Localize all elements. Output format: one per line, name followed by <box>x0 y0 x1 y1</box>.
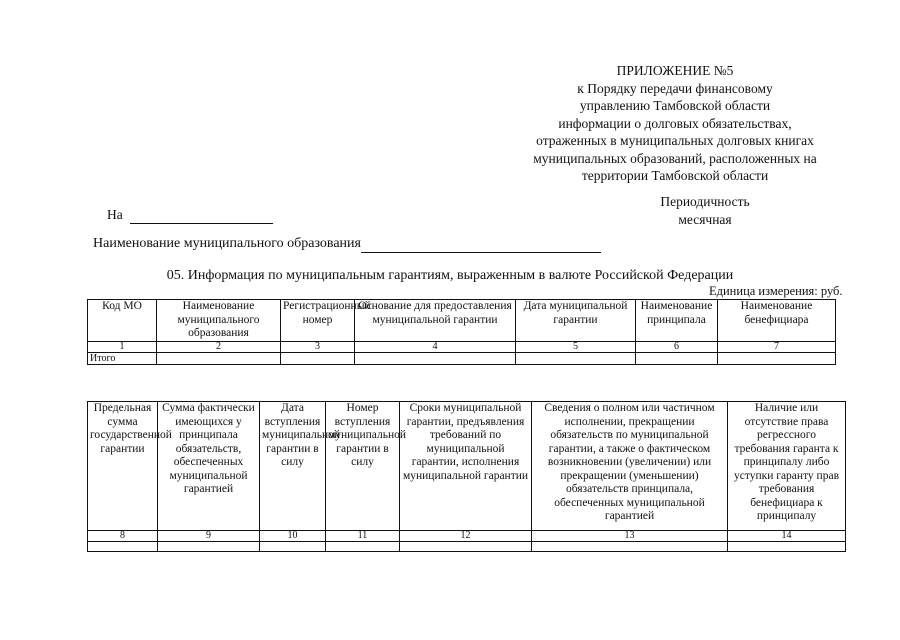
municipality-field-label: Наименование муниципального образования <box>93 236 361 251</box>
guarantees-table-part1 <box>87 299 836 365</box>
col-header-municipality-name: Наименование муниципального образования <box>157 300 281 342</box>
date-field <box>107 207 273 224</box>
table-cell[interactable] <box>728 542 846 552</box>
col-header-registration-number: Регистрационный номер <box>281 300 355 342</box>
col-header-recourse-right: Наличие или отсутствие права регрессного требования гаранта к принципалу либо уступки гаранту прав требования бенефициара к принципалу <box>728 402 846 531</box>
table-cell[interactable] <box>718 353 836 365</box>
col-header-guarantee-date: Дата муниципальной гарантии <box>516 300 636 342</box>
column-number: 2 <box>157 342 281 353</box>
periodicity-value: месячная <box>678 211 732 227</box>
municipality-field <box>93 236 601 253</box>
appendix-header <box>520 62 830 185</box>
table-cell[interactable] <box>326 542 400 552</box>
table-cell[interactable] <box>260 542 326 552</box>
appendix-line: информации о долговых обязательствах, <box>558 115 792 131</box>
column-number: 12 <box>400 531 532 542</box>
table-cell[interactable] <box>532 542 728 552</box>
appendix-line: муниципальных образований, расположенных на <box>533 150 817 166</box>
column-number: 11 <box>326 531 400 542</box>
column-number: 5 <box>516 342 636 353</box>
table-cell[interactable] <box>157 353 281 365</box>
table-header-row <box>88 300 836 342</box>
date-field-label: На <box>107 207 123 222</box>
col-header-basis: Основание для предоставления муниципальной гарантии <box>355 300 516 342</box>
column-number-row <box>88 342 836 353</box>
col-header-principal-name: Наименование принципала <box>636 300 718 342</box>
total-row <box>88 353 836 365</box>
table-cell[interactable] <box>400 542 532 552</box>
table-cell[interactable] <box>355 353 516 365</box>
col-header-beneficiary-name: Наименование бенефициара <box>718 300 836 342</box>
guarantees-table-part2 <box>87 401 846 552</box>
col-header-execution-info: Сведения о полном или частичном исполнении, прекращении обязательств по муниципальной гарантии, а также о фактическом возникновении (увеличении) или прекращении (уменьшении) обязательств принципала, обеспеченных муниципальной гарантией <box>532 402 728 531</box>
column-number: 14 <box>728 531 846 542</box>
col-header-actual-obligations: Сумма фактически имеющихся у принципала обязательств, обеспеченных муниципальной гарантией <box>158 402 260 531</box>
column-number: 10 <box>260 531 326 542</box>
column-number: 4 <box>355 342 516 353</box>
table-header-row <box>88 402 846 531</box>
appendix-line: отраженных в муниципальных долговых книгах <box>536 133 814 148</box>
municipality-field-line[interactable] <box>361 236 601 253</box>
column-number: 1 <box>88 342 157 353</box>
column-number: 9 <box>158 531 260 542</box>
appendix-line: к Порядку передачи финансовому <box>577 80 773 96</box>
appendix-title: ПРИЛОЖЕНИЕ №5 <box>616 63 734 78</box>
date-field-line[interactable] <box>130 207 273 224</box>
column-number-row <box>88 531 846 542</box>
col-header-effective-number: Номер вступления муниципальной гарантии в силу <box>326 402 400 531</box>
col-header-guarantee-terms: Сроки муниципальной гарантии, предъявления требований по муниципальной гарантии, исполнения муниципальной гарантии <box>400 402 532 531</box>
data-row <box>88 542 846 552</box>
table-cell[interactable] <box>516 353 636 365</box>
column-number: 13 <box>532 531 728 542</box>
column-number: 7 <box>718 342 836 353</box>
total-label: Итого <box>88 353 157 365</box>
periodicity-block <box>640 193 770 228</box>
appendix-line: управлению Тамбовской области <box>579 98 771 113</box>
table-cell[interactable] <box>158 542 260 552</box>
column-number: 8 <box>88 531 158 542</box>
appendix-line: территории Тамбовской области <box>581 168 769 183</box>
column-number: 3 <box>281 342 355 353</box>
col-header-limit-amount: Предельная сумма государственной гарантии <box>88 402 158 531</box>
column-number: 6 <box>636 342 718 353</box>
col-header-effective-date: Дата вступления муниципальной гарантии в силу <box>260 402 326 531</box>
table-cell[interactable] <box>281 353 355 365</box>
periodicity-label: Периодичность <box>660 194 750 209</box>
col-header-mo-code: Код МО <box>88 300 157 342</box>
section-title: 05. Информация по муниципальным гарантиям, выраженным в валюте Российской Федерации <box>166 268 734 283</box>
table-cell[interactable] <box>88 542 158 552</box>
table-cell[interactable] <box>636 353 718 365</box>
unit-label: Единица измерения: руб. <box>709 284 843 298</box>
